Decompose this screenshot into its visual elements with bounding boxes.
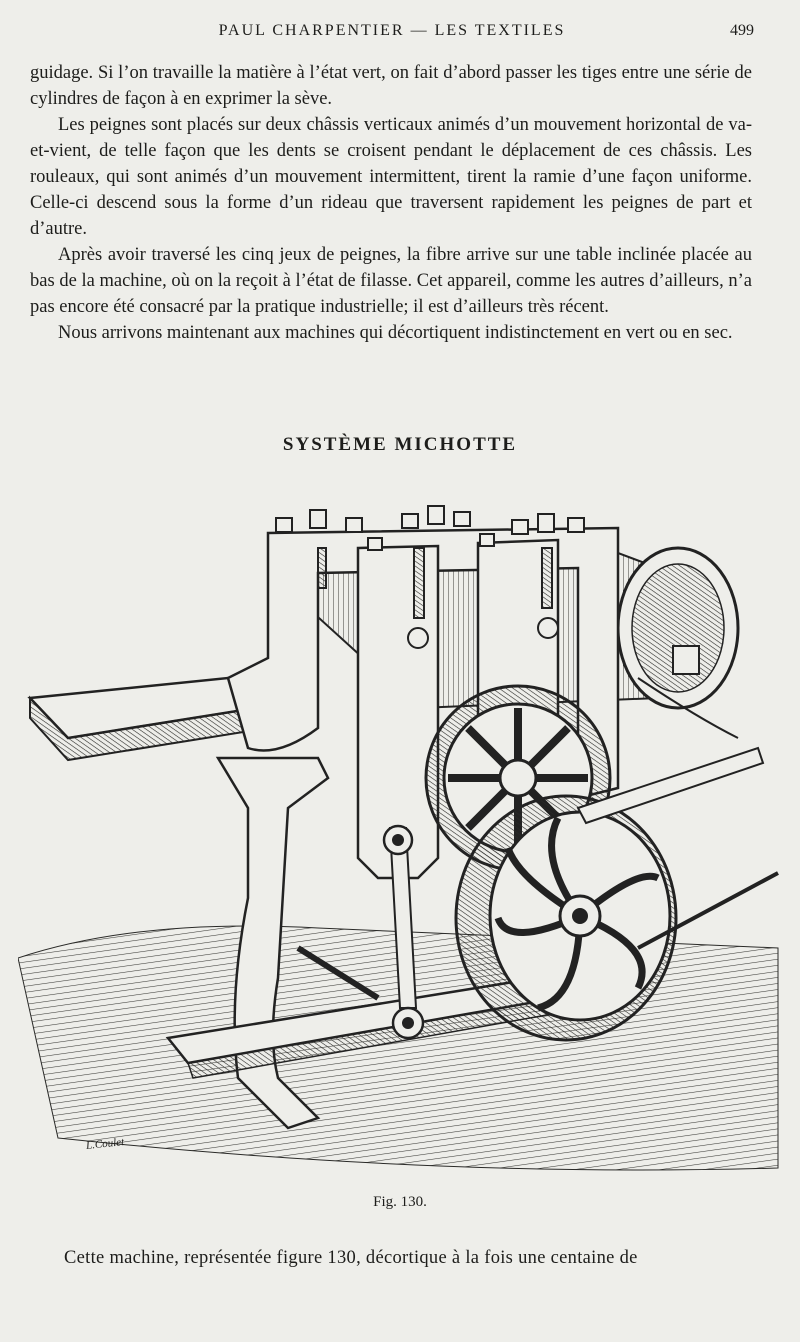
engraver-signature: L.Coulet bbox=[85, 1136, 125, 1152]
paragraph-machines: Nous arrivons maintenant aux machines qui décortiquent indistinctement en vert ou en sec. bbox=[58, 323, 733, 343]
section-heading: SYSTÈME MICHOTTE bbox=[282, 434, 518, 455]
page-number: 499 bbox=[730, 22, 754, 39]
machine-engraving bbox=[18, 478, 786, 1178]
running-title: PAUL CHARPENTIER — LES TEXTILES bbox=[218, 22, 566, 39]
pulley-wheel bbox=[456, 796, 676, 1040]
paragraph-continued: guidage. Si l’on travaille la matière à l’état vert, on fait d’abord passer les tiges entre une série de cylindres de façon à en exprimer la sève. bbox=[30, 63, 752, 109]
running-head bbox=[30, 22, 754, 46]
paragraph-peignes: Les peignes sont placés sur deux châssis verticaux animés d’un mouvement horizontal de va-et-vient, de telle façon que les dents se croisent pendant le déplacement de ces châssis. Les rouleaux, qui sont animés d’un mouvement intermittent, tirent la ramie d’une façon uniforme. Celle-ci descend sous la forme d’un rideau que traversent rapidement les peignes de part et d’autre. bbox=[30, 115, 752, 239]
figure-engraving bbox=[18, 478, 786, 1178]
continuation-line: Cette machine, représentée figure 130, décortique à la fois une centaine de bbox=[64, 1248, 638, 1268]
body-text bbox=[30, 60, 752, 346]
paragraph-filasse: Après avoir traversé les cinq jeux de peignes, la fibre arrive sur une table inclinée placée au bas de la machine, où on la reçoit à l’état de filasse. Cet appareil, comme les autres d’ailleurs, n’a pas encore été consacré par la pratique industrielle; il est d’ailleurs très récent. bbox=[30, 245, 752, 317]
figure-caption: Fig. 130. bbox=[373, 1194, 427, 1210]
